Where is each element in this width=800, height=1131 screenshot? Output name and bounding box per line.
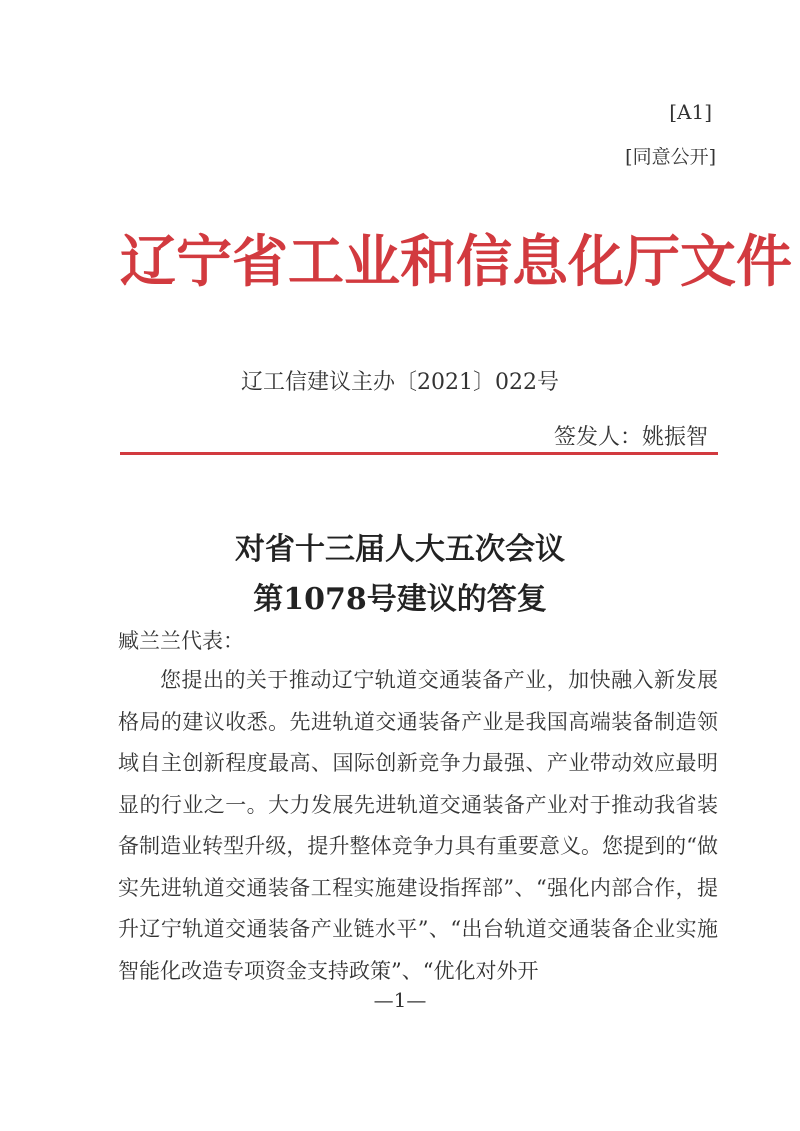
reply-title-line-1: 对省十三届人大五次会议 <box>235 532 565 567</box>
body-paragraph: 您提出的关于推动辽宁轨道交通装备产业，加快融入新发展格局的建议收悉。先进轨道交通装备产业是我国高端装备制造领域自主创新程度最高、国际创新竞争力最强、产业带动效应最明显的行业之一。大力发展先进轨道交通装备产业对于推动我省装备制造业转型升级，提升整体竞争力具有重要意义。您提到的“做实先进轨道交通装备工程实施建设指挥部”、“强化内部合作，提升辽宁轨道交通装备产业链水平”、“出台轨道交通装备企业实施智能化改造专项资金支持政策”、“优化对外开 <box>118 668 718 983</box>
reply-title-line-2: 第1078号建议的答复 <box>253 582 547 617</box>
body-text <box>118 660 718 992</box>
document-code-tag: [A1] <box>669 100 712 124</box>
salutation: 臧兰兰代表： <box>118 629 244 653</box>
disclosure-tag: [同意公开] <box>625 146 716 168</box>
document-number: 辽工信建议主办〔2021〕022号 <box>241 370 559 395</box>
signer-line: 签发人：姚振智 <box>553 425 708 450</box>
red-divider-line <box>120 452 718 455</box>
page-number: —1— <box>373 988 427 1012</box>
issuer-header-title: 辽宁省工业和信息化厅文件 <box>120 229 792 295</box>
